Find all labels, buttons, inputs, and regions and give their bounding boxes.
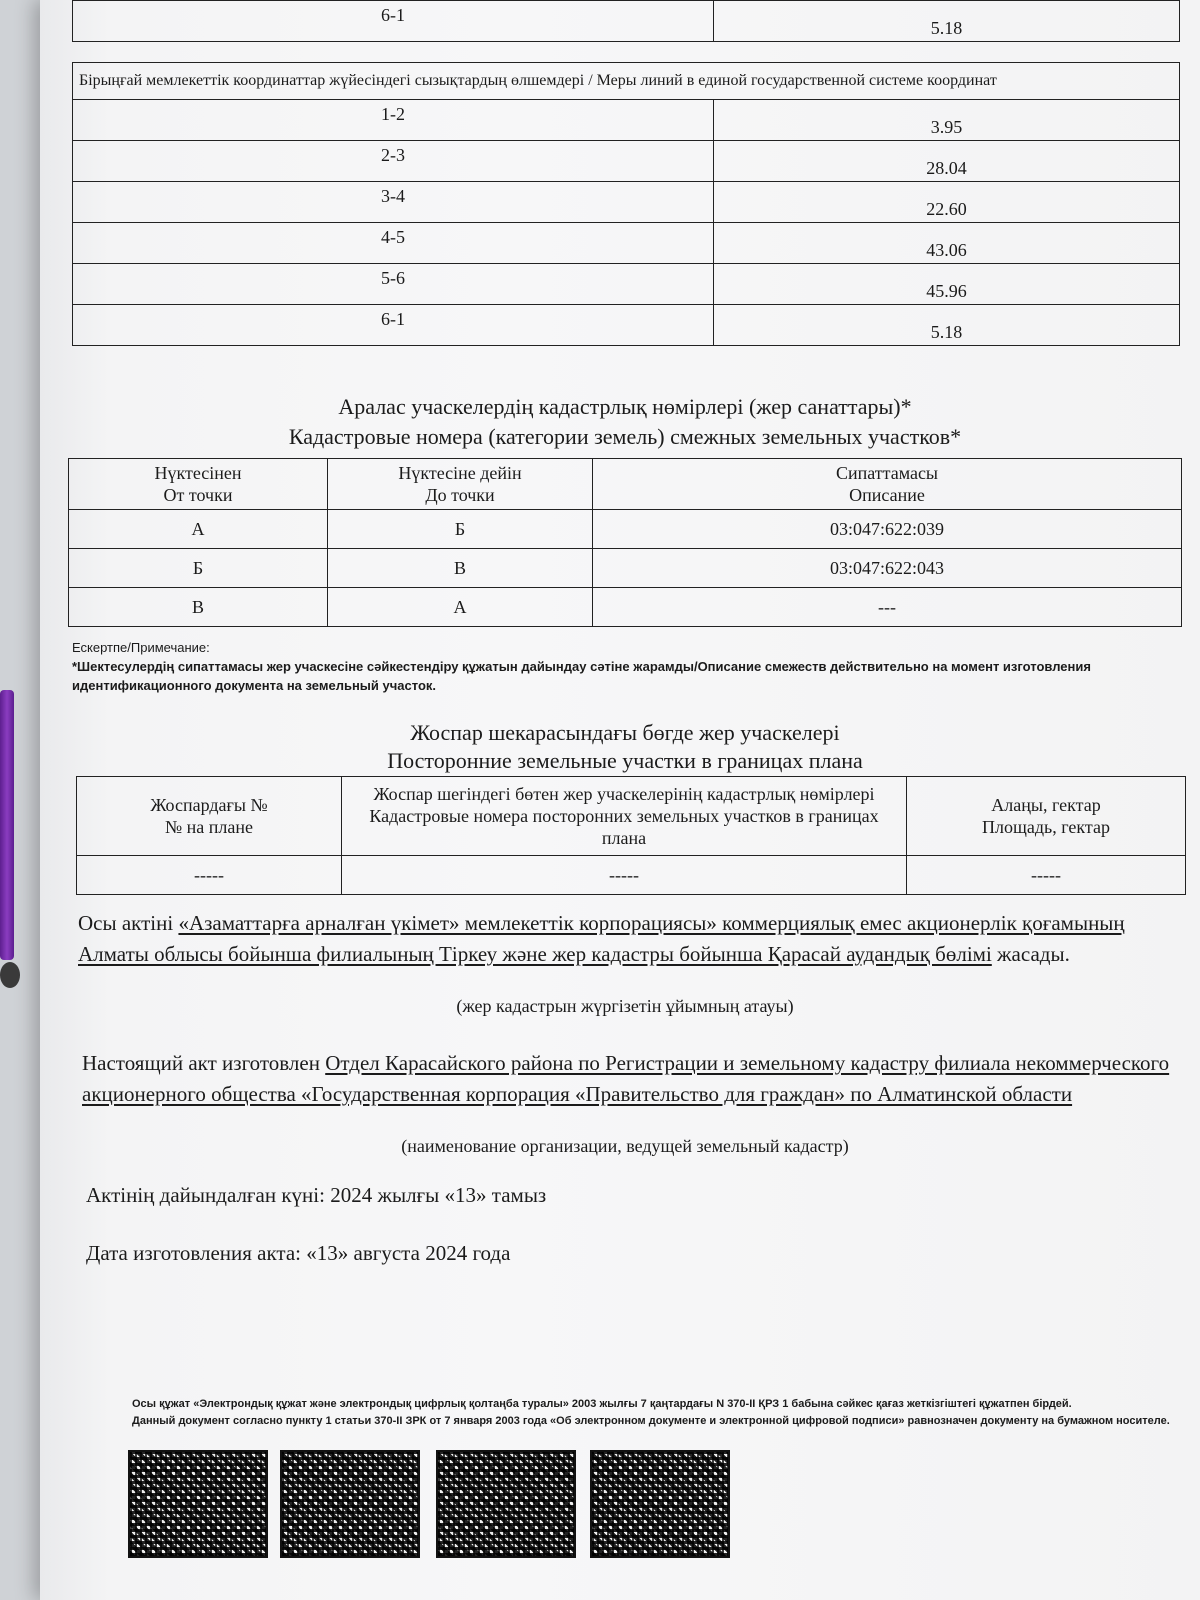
table-row: [73, 182, 1180, 223]
description: 03:047:622:043: [593, 549, 1182, 588]
table-header: Бірыңғай мемлекеттік координаттар жүйесіндегі сызықтардың өлшемдері / Меры линий в единой государственной системе координат: [73, 63, 1180, 100]
header-ru: № на плане: [164, 817, 254, 837]
act-suffix: жасады.: [997, 942, 1070, 966]
header-kz: Алаңы, гектар: [991, 795, 1101, 815]
cadastral-number: -----: [342, 856, 907, 895]
adjacent-title-ru: Кадастровые номера (категории земель) смежных земельных участков*: [288, 424, 962, 449]
organization-name-ru: Отдел Карасайского района по Регистрации и земельному кадастру филиала некоммерческого акционерного общества «Государственная корпорация «Правительство для граждан» по Алматинской области: [82, 1051, 1170, 1106]
legal-ru: Данный документ согласно пункту 1 статьи 370-II ЗРК от 7 января 2003 года «Об электронном документе и электронной цифровой подписи» равнозначен документу на бумажном носителе.: [132, 1415, 1170, 1427]
plan-number: -----: [77, 856, 342, 895]
column-header: [328, 459, 593, 510]
value-cell: 5.18: [714, 1, 1180, 42]
caption-kz: (жер кадастрын жүргізетін ұйымның атауы): [456, 996, 794, 1016]
act-author-kz: [78, 908, 1188, 970]
qr-code-2: [280, 1450, 420, 1558]
segment-cell: 4-5: [73, 223, 714, 264]
note-label: Ескертпе/Примечание:: [72, 640, 210, 655]
caption-ru: (наименование организации, ведущей земельный кадастр): [401, 1136, 849, 1156]
table-row: [73, 141, 1180, 182]
header-ru: От точки: [163, 485, 233, 505]
header-ru: Описание: [849, 485, 925, 505]
to-point: Б: [328, 510, 593, 549]
from-point: Б: [69, 549, 328, 588]
binding-ribbon: [0, 690, 14, 960]
value-cell: 45.96: [714, 264, 1180, 305]
description: 03:047:622:039: [593, 510, 1182, 549]
table-row: [69, 588, 1182, 627]
segment-cell: 5-6: [73, 264, 714, 305]
segment-cell: 1-2: [73, 100, 714, 141]
header-kz: Нүктесіне дейін: [398, 463, 522, 483]
value-cell: 28.04: [714, 141, 1180, 182]
to-point: В: [328, 549, 593, 588]
table-row: [73, 264, 1180, 305]
adjacent-title-kz: Аралас учаскелердің кадастрлық нөмірлері (жер санаттары)*: [338, 394, 912, 419]
table-row: [73, 223, 1180, 264]
description: ---: [593, 588, 1182, 627]
header-ru: Площадь, гектар: [982, 817, 1110, 837]
header-kz: Жоспардағы №: [150, 795, 268, 815]
qr-code-1: [128, 1450, 268, 1558]
from-point: В: [69, 588, 328, 627]
value-cell: 5.18: [714, 305, 1180, 346]
qr-code-3: [436, 1450, 576, 1558]
line-measures-table-prev: [72, 0, 1180, 42]
act-prefix: Осы актіні: [78, 911, 174, 935]
value-cell: 22.60: [714, 182, 1180, 223]
segment-cell: 6-1: [73, 1, 714, 42]
note-text: *Шектесулердің сипаттамасы жер учаскесіне сәйкестендіру құжатын дайындау сәтіне жарамды/Описание смежеств действительно на момент изготовления идентификационного документа на земельный участок.: [72, 659, 1091, 693]
column-header: [69, 459, 328, 510]
table-row: [73, 100, 1180, 141]
legal-kz: Осы құжат «Электрондық құжат және электрондық цифрлық қолтаңба туралы» 2003 жылғы 7 қаңтардағы N 370-II ҚРЗ 1 бабына сәйкес қағаз жеткізгіштегі құжатпен бірдей.: [132, 1398, 1072, 1410]
column-header: [907, 777, 1186, 856]
area: -----: [907, 856, 1186, 895]
column-header: [593, 459, 1182, 510]
table-row: [73, 305, 1180, 346]
act-prefix: Настоящий акт изготовлен: [82, 1051, 320, 1075]
table-row: [73, 1, 1180, 42]
qr-code-4: [590, 1450, 730, 1558]
binding-seal: [0, 962, 20, 988]
header-ru: До точки: [425, 485, 495, 505]
header-kz: Нүктесінен: [154, 463, 242, 483]
value-cell: 3.95: [714, 100, 1180, 141]
value-cell: 43.06: [714, 223, 1180, 264]
legal-notice: [132, 1396, 1192, 1430]
adjacent-note: [72, 638, 1182, 695]
date-ru: Дата изготовления акта: «13» августа 2024 года: [86, 1241, 511, 1265]
table-row: [77, 856, 1186, 895]
foreign-parcels-table: [76, 776, 1186, 895]
segment-cell: 6-1: [73, 305, 714, 346]
header-kz: Жоспар шегіндегі бөтен жер учаскелерінің кадастрлық нөмірлері: [373, 784, 875, 804]
table-row: [69, 549, 1182, 588]
line-measures-table: [72, 62, 1180, 346]
from-point: А: [69, 510, 328, 549]
act-author-ru: [82, 1048, 1182, 1110]
foreign-title-ru: Посторонние земельные участки в границах плана: [387, 748, 863, 773]
column-header: [342, 777, 907, 856]
date-kz: Актінің дайындалған күні: 2024 жылғы «13» тамыз: [86, 1183, 547, 1207]
table-row: [69, 510, 1182, 549]
column-header: [77, 777, 342, 856]
header-ru: Кадастровые номера посторонних земельных участков в границах плана: [369, 806, 879, 848]
to-point: А: [328, 588, 593, 627]
segment-cell: 2-3: [73, 141, 714, 182]
organization-name-kz: «Азаматтарға арналған үкімет» мемлекеттік корпорациясы» коммерциялық емес акционерлік қоғамының Алматы облысы бойынша филиалының Тіркеу және жер кадастры бойынша Қарасай аудандық бөлімі: [78, 911, 1125, 966]
header-kz: Сипаттамасы: [835, 463, 939, 483]
segment-cell: 3-4: [73, 182, 714, 223]
adjacent-parcels-table: [68, 458, 1182, 627]
foreign-title-kz: Жоспар шекарасындағы бөгде жер учаскелері: [410, 720, 840, 745]
